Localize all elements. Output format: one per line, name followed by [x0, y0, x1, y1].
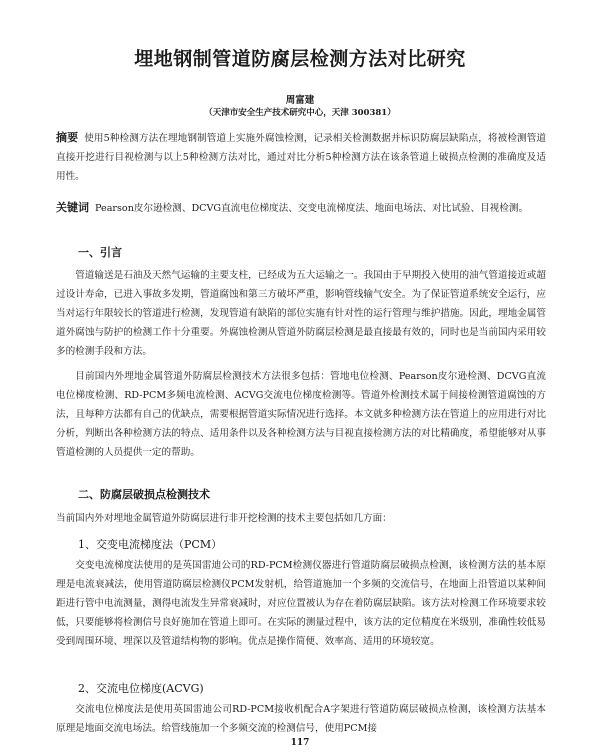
keywords	[56, 198, 546, 218]
author-name: 周富建	[285, 95, 315, 106]
subsection-2-paragraph: 交流电位梯度法是使用英国雷迪公司RD-PCM接收机配合A字架进行管道防腐层破损点检测，该检测方法基本原理是地面交流电场法。给管线施加一个多频交流的检测信号，使用PCM接	[56, 704, 546, 734]
section-2-intro: 当前国内外对埋地金属管道外防腐层进行非开挖检测的技术主要包括如几方面：	[56, 513, 392, 524]
abstract-text: 使用5种检测方法在埋地钢制管道上实施外腐蚀检测，记录相关检测数据并标识防腐层缺陷点，将被检测管道直接开挖进行目视检测与以上5种检测方法对比，通过对比分析5种检测方法在该条管道上破损点检测的准确度及适用性。	[56, 133, 547, 182]
keywords-label: 关键词	[56, 201, 89, 214]
abstract-label: 摘要	[56, 131, 79, 144]
paper-title: 埋地钢制管道防腐层检测方法对比研究	[134, 48, 466, 70]
abstract	[56, 128, 546, 186]
section-2-heading: 二、防腐层破损点检测技术	[78, 488, 210, 501]
page-number: 117	[290, 738, 310, 748]
subsection-1-body	[56, 556, 546, 651]
section-1-heading: 一、引言	[78, 246, 122, 259]
keywords-text: Pearson皮尔逊检测、DCVG直流电位梯度法、交变电流梯度法、地面电场法、对比试验、目视检测。	[95, 203, 529, 214]
section-1-paragraph-2: 目前国内外埋地金属管道外防腐层检测技术方法很多包括：管地电位检测、Pearson皮尔逊检测、DCVG直流电位梯度检测、RD-PCM多频电流检测、ACVG交流电位梯度检测等。管道外检测技术属于间接检测管道腐蚀的方法，且每种方法都有自己的优缺点，需要根据管道实际情况进行选择。本文就多种检测方法在管道上的应用进行对比分析，判断出各种检测方法的特点、适用条件以及各种检测方法与目视直接检测方法的对比精确度，希望能够对从事管道检测的人员提供一定的帮助。	[56, 371, 546, 458]
subsection-2-heading: 2、交流电位梯度(ACVG)	[78, 682, 204, 695]
section-1-paragraph-1: 管道输送是石油及天然气运输的主要支柱，已经成为五大运输之一。我国由于早期投入使用的油气管道接近或超过设计寿命，已进入事故多发期，管道腐蚀和第三方破坏严重，影响管线输气安全。为了保证管道系统安全运行，应当对运行年限较长的管道进行检测，发现管道有缺陷的部位实施有针对性的运行管理与维护措施。因此，埋地金属管道外腐蚀与防护的检测工作十分重要。外腐蚀检测从管道外防腐层检测是最直接最有效的，同时也是当前国内采用较多的检测手段和方法。	[56, 270, 546, 357]
subsection-2-body	[56, 700, 546, 738]
subsection-1-heading: 1、交变电流梯度法（PCM）	[78, 538, 223, 551]
section-1-body	[56, 266, 546, 462]
author-affiliation: （天津市安全生产技术研究中心，天津 300381）	[204, 108, 396, 118]
subsection-1-paragraph: 交变电流梯度法使用的是英国雷迪公司的RD-PCM检测仪器进行管道防腐层破损点检测，该检测方法的基本原理是电流衰减法，使用管道防腐层检测仪PCM发射机，给管道施加一个多频的交流信号，在地面上沿管道以某种间距进行管中电流测量，测得电流发生异常衰减时，对应位置被认为存在着防腐层缺陷。该方法对检测工作环境要求较低，只要能够将检测信号良好施加在管道上即可。在实际的测量过程中，该方法的定位精度在米级别，准确性较低易受到周围环境、埋深以及管道结构物的影响。优点是操作简便、效率高、适用的环境较宽。	[56, 560, 546, 647]
